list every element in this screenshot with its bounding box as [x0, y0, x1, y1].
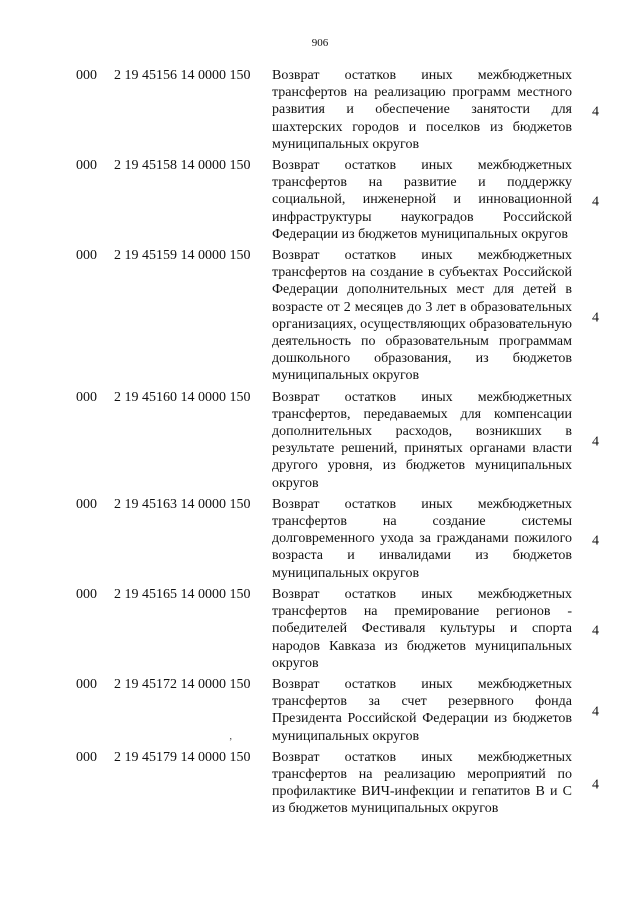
budget-classification-code: 2 19 45159 14 0000 150: [114, 248, 251, 264]
row-description: Возврат остатков иных межбюджетных трансфертов, передаваемых для компенсации дополнительных расходов, возникших в результате решений, принятых органами власти другого уровня, из бюджетов муниципальных округов: [272, 389, 572, 491]
row-status: 4: [592, 310, 599, 326]
row-description: Возврат остатков иных межбюджетных трансфертов на развитие и поддержку социальной, инженерной и инновационной инфраструктуры наукоградов Российской Федерации из бюджетов муниципальных округов: [272, 158, 572, 242]
admin-code: 000: [76, 248, 97, 264]
budget-classification-code: 2 19 45156 14 0000 150: [114, 68, 251, 83]
admin-code: 000: [76, 158, 97, 174]
row-status: 4: [592, 533, 599, 549]
budget-classification-code: 2 19 45160 14 0000 150: [114, 389, 251, 405]
budget-classification-code: 2 19 45172 14 0000 150: [114, 676, 251, 692]
budget-classification-code: 2 19 45179 14 0000 150: [114, 749, 251, 765]
table-row: [0, 389, 640, 496]
admin-code: 000: [76, 68, 97, 83]
row-status: 4: [592, 104, 599, 120]
budget-classification-code: 2 19 45165 14 0000 150: [114, 586, 251, 602]
row-description: Возврат остатков иных межбюджетных трансфертов на реализацию мероприятий по профилактике ВИЧ-инфекции и гепатитов В и С из бюджетов муниципальных округов: [272, 749, 572, 817]
table-row: [0, 586, 640, 676]
table-row: [0, 676, 640, 749]
row-description: Возврат остатков иных межбюджетных трансфертов на создание системы долговременного ухода за гражданами пожилого возраста и инвалидами из бюджетов муниципальных округов: [272, 496, 572, 581]
table-row: [0, 749, 640, 822]
row-status: 4: [592, 434, 599, 450]
row-description: Возврат остатков иных межбюджетных трансфертов за счет резервного фонда Президента Российской Федерации из бюджетов муниципальных округов: [272, 676, 572, 744]
table-row: [0, 247, 640, 389]
admin-code: 000: [76, 496, 97, 512]
budget-classification-code: 2 19 45158 14 0000 150: [114, 158, 251, 174]
row-status: 4: [592, 623, 599, 639]
budget-classification-code: 2 19 45163 14 0000 150: [114, 496, 251, 512]
row-status: 4: [592, 777, 599, 793]
row-description: Возврат остатков иных межбюджетных трансфертов на реализацию программ местного развития и обеспечение занятости для шахтерских городов и поселков из бюджетов муниципальных округов: [272, 68, 572, 152]
admin-code: 000: [76, 389, 97, 405]
row-status: 4: [592, 704, 599, 720]
row-description: Возврат остатков иных межбюджетных трансфертов на премирование регионов - победителей Фестиваля культуры и спорта народов Кавказа из бюджетов муниципальных округов: [272, 586, 572, 671]
admin-code: 000: [76, 676, 97, 692]
scan-speck: ’: [229, 737, 233, 748]
page-number: 906: [311, 37, 329, 49]
table-row: [0, 157, 640, 247]
admin-code: 000: [76, 586, 97, 602]
row-description: Возврат остатков иных межбюджетных трансфертов на создание в субъектах Российской Федерации дополнительных мест для детей в возрасте от 2 месяцев до 3 лет в образовательных организациях, осуществляющих образовательную деятельность по образовательным программам дошкольного образования, из бюджетов муниципальных округов: [272, 248, 572, 384]
budget-code-table: [0, 67, 640, 822]
table-row: [0, 496, 640, 586]
table-row: [0, 67, 640, 157]
row-status: 4: [592, 194, 599, 210]
admin-code: 000: [76, 749, 97, 765]
